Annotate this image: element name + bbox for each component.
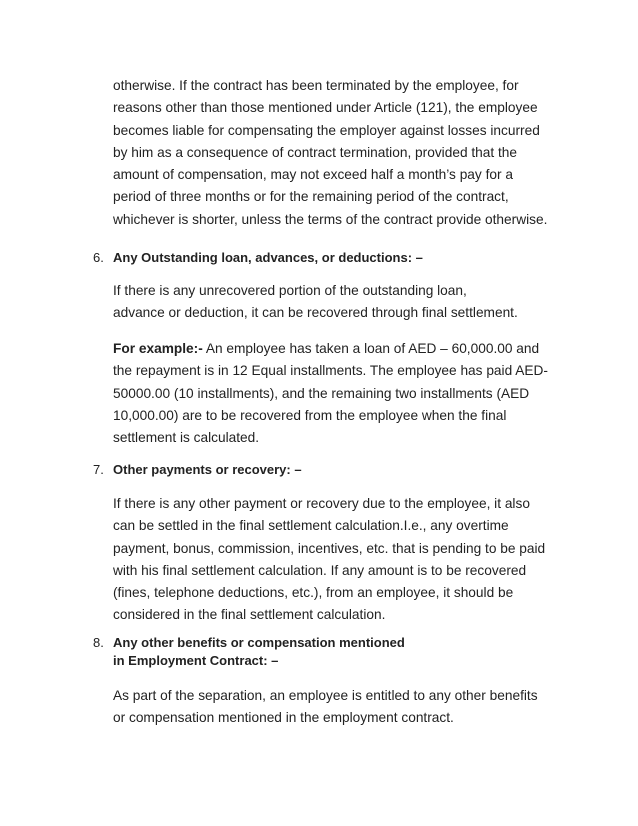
text-line: An employee has taken a loan of AED – 60,000.00 and [202,341,540,356]
text-line: If there is any unrecovered portion of the outstanding loan, [113,283,467,298]
item-7-number: 7. [93,462,104,477]
text-line: by him as a consequence of contract termination, provided that the [113,144,518,160]
item-6-number: 6. [93,250,104,265]
item-6-heading: Any Outstanding loan, advances, or deductions: – [113,250,423,265]
text-line: reasons other than those mentioned under Article (121), the employee [113,100,538,116]
text-line: whichever is shorter, unless the terms of the contract provide otherwise. [113,211,548,227]
text-line: settlement is calculated. [113,430,260,446]
example-first-line [113,338,583,360]
item-8-paragraph [113,685,583,730]
text-line: 10,000.00) are to be recovered from the employee when the final [113,407,507,423]
text-line: becomes liable for compensating the employer against losses incurred [113,122,540,138]
example-label: For example:- [113,341,203,356]
text-line: If there is any other payment or recovery due to the employee, it also [113,496,530,511]
item-7-paragraph [113,493,583,627]
text-line: otherwise. If the contract has been terminated by the employee, for [113,78,519,93]
text-line: advance or deduction, it can be recovered through final settlement. [113,305,518,321]
text-line: As part of the separation, an employee is entitled to any other benefits [113,688,538,703]
text-line: considered in the final settlement calculation. [113,607,386,623]
text-line: period of three months or for the remaining period of the contract, [113,189,509,205]
item-8-heading [113,634,533,670]
item-6-example [113,338,583,449]
item-8-number: 8. [93,635,104,650]
text-line: 50000.00 (10 installments), and the remaining two installments (AED [113,385,530,401]
text-line: amount of compensation, may not exceed half a month’s pay for a [113,167,513,183]
text-line: the repayment is in 12 Equal installments. The employee has paid AED- [113,363,548,379]
heading-line: in Employment Contract: – [113,653,279,668]
intro-paragraph [113,75,583,231]
text-line: with his final settlement calculation. If any amount is to be recovered [113,562,527,578]
item-7-heading: Other payments or recovery: – [113,462,302,477]
item-6-paragraph [113,280,583,325]
heading-line: Any other benefits or compensation mentioned [113,635,405,650]
text-line: payment, bonus, commission, incentives, etc. that is pending to be paid [113,540,546,556]
text-line: can be settled in the final settlement calculation.I.e., any overtime [113,518,509,534]
text-line: or compensation mentioned in the employment contract. [113,710,454,726]
text-line: (fines, telephone deductions, etc.), from an employee, it should be [113,585,514,601]
